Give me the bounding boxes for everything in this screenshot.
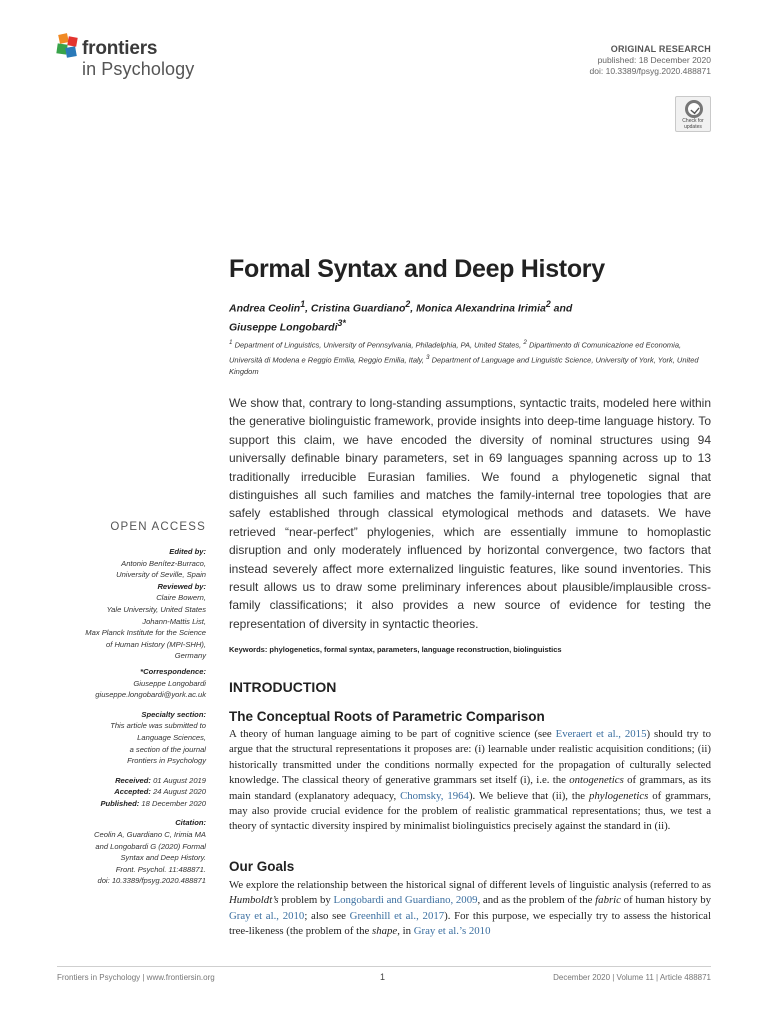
author-conjunction: and	[553, 302, 573, 315]
citation-link[interactable]: Gray et al., 2010	[229, 909, 305, 922]
citation-link[interactable]: Gray et al.’s 2010	[413, 925, 491, 938]
open-access-label: OPEN ACCESS	[110, 521, 206, 533]
author-name[interactable]: Monica Alexandrina Irimia	[416, 302, 546, 315]
abstract: We show that, contrary to long-standing assumptions, syntactic traits, modeled here within the generative biolinguistic framework, provide insights into deep-time language history. To support this claim, we have encoded the diversity of nominal structures using 94 universally definable binary parameters, set in 69 languages spanning across up to 13 traditionally irreducible Eurasian families. We found a phylogenetic signal that distinguishes all such families and matches the family-internal tree topologies that are safely established through classical etymological methods and datasets. We have retrieved “near-perfect” phylogenies, which are essentially immune to homoplastic disruption and only moderately influenced by horizontal convergence, two factors that instead severely affect more externalized linguistic features, like sound inventories. This result allows us to draw some preliminary inferences about plausible/implausible cross-family classifications; it also provides a new source of evidence for testing the representation of diversity in syntactic theories.	[229, 396, 711, 631]
edited-by-label: Edited by:	[169, 547, 206, 556]
check-for-updates-button[interactable]	[675, 96, 711, 132]
check-updates-label: Check for updates	[682, 118, 704, 130]
author-sup: 1	[300, 299, 306, 309]
citation-line: and Longobardi G (2020) Formal	[95, 841, 206, 851]
correspondence-name: Giuseppe Longobardi	[133, 678, 206, 688]
citation-link[interactable]: Greenhill et al., 2017	[349, 909, 445, 922]
article-type: ORIGINAL RESEARCH	[610, 44, 711, 54]
received-date: Received: 01 August 2019	[115, 775, 206, 785]
citation-label: Citation:	[175, 818, 206, 828]
affiliation: Department of Linguistics, University of Pennsylvania, Philadelphia, PA, United States,	[234, 340, 522, 350]
body-paragraph: We explore the relationship between the historical signal of different levels of linguistic analysis (referred to as Humboldt’s problem by Longobardi and Guardiano, 2009, and as the problem of the fabric of human history by Gray et al., 2010; also see Greenhill et al., 2017). For this purpose, we especially try to assess the historical tree-likeness (the problem of the shape, in Gray et al.’s 2010	[229, 879, 711, 938]
article-title: Formal Syntax and Deep History	[229, 255, 605, 283]
author-sup: 2	[545, 299, 551, 309]
body-paragraph: A theory of human language aiming to be part of cognitive science (see Everaert et al., 2015) should try to argue that the structural representations it proposes are: (i) learnable under realistic acquisition conditions; (ii) historically transmitted under the conditions normally expected for the propagation of culturally selected knowledge. The classical theory of generative grammars set itself (i), i.e. the ontogenetics of grammars, as its main standard (explanatory adequacy, Chomsky, 1964). We believe that (ii), the phylogenetics of grammars, may also provide crucial evidence for the problem of realistic grammatical representations; thus, we test a theory of syntactic diversity inspired by minimalist biolinguistics precisely against the standard in (ii).	[229, 728, 712, 833]
specialty-line: Language Sciences,	[137, 732, 206, 742]
subsection-heading: The Conceptual Roots of Parametric Comparison	[229, 709, 545, 724]
affil-sup: 2	[523, 339, 527, 346]
editor-affiliation: University of Seville, Spain	[116, 570, 206, 580]
author-sup: 2	[405, 299, 411, 309]
check-updates-icon	[685, 100, 703, 118]
footer-journal: Frontiers in Psychology | www.frontiersin.org	[57, 973, 215, 982]
correspondence-email[interactable]: giuseppe.longobardi@york.ac.uk	[95, 690, 206, 700]
reviewer-name: Claire Bowern,	[156, 593, 206, 603]
specialty-line: This article was submitted to	[110, 721, 206, 731]
reviewer-affiliation: Yale University, United States	[106, 604, 206, 614]
article-info-sidebar	[46, 546, 206, 887]
reviewed-by-label: Reviewed by:	[157, 581, 206, 591]
affiliation: Dipartimento di Comunicazione ed Economia, Università di Modena e Reggio Emilia, Reggio Emilia, Italy,	[229, 340, 682, 364]
accepted-date: Accepted: 24 August 2020	[114, 787, 206, 797]
author-list: Andrea Ceolin$^1$, Cristina Guardiano$^2$, Monica Alexandrina Irimia$^2$ and Giuseppe Longobardi$^{3*}$	[229, 299, 573, 333]
author-sup: 3*	[337, 317, 346, 328]
citation-line: Syntax and Deep History.	[120, 853, 206, 863]
reviewer-affiliation: of Human History (MPI-SHH),	[106, 639, 206, 649]
subsection-heading: Our Goals	[229, 859, 295, 874]
affiliations	[229, 337, 714, 378]
section-heading-introduction: INTRODUCTION	[229, 679, 337, 695]
affil-sup: 3	[426, 353, 430, 361]
footer-divider	[57, 966, 711, 967]
journal-logo	[57, 34, 207, 84]
citation-line: Ceolin A, Guardiano C, Irimia MA	[94, 830, 206, 840]
author-name[interactable]: Andrea Ceolin	[229, 302, 301, 315]
specialty-section-label: Specialty section:	[141, 709, 206, 719]
frontiers-logo-icon	[57, 34, 81, 60]
reviewer-affiliation: Max Planck Institute for the Science	[85, 628, 206, 638]
specialty-line: a section of the journal	[129, 744, 206, 754]
affil-sup: 1	[229, 339, 233, 346]
specialty-line: Frontiers in Psychology	[127, 756, 206, 766]
logo-word-journal: in Psychology	[82, 59, 195, 79]
citation-doi[interactable]: doi: 10.3389/fpsyg.2020.488871	[97, 876, 206, 886]
doi-link[interactable]: doi: 10.3389/fpsyg.2020.488871	[589, 66, 711, 76]
footer-issue: December 2020 | Volume 11 | Article 488871	[553, 973, 711, 982]
reviewer-affiliation: Germany	[174, 651, 206, 661]
page-number: 1	[380, 972, 386, 982]
logo-word-frontiers: frontiers	[82, 38, 158, 59]
editor-name: Antonio Benítez-Burraco,	[121, 558, 206, 568]
keywords: Keywords: phylogenetics, formal syntax, parameters, language reconstruction, biolinguistics	[229, 645, 562, 654]
citation-line: Front. Psychol. 11:488871.	[115, 864, 206, 874]
article-meta	[590, 44, 711, 77]
author-name[interactable]: Giuseppe Longobardi	[229, 321, 338, 333]
published-date: published: 18 December 2020	[597, 55, 711, 65]
published-date-sidebar: Published: 18 December 2020	[100, 798, 206, 808]
correspondence-label: *Correspondence:	[140, 666, 206, 676]
citation-link[interactable]: Longobardi and Guardiano, 2009	[333, 894, 478, 907]
reviewer-name: Johann-Mattis List,	[142, 616, 206, 626]
affiliation: Department of Language and Linguistic Science, University of York, York, United Kingdom	[229, 355, 699, 376]
citation-link[interactable]: Chomsky, 1964	[400, 789, 469, 802]
citation-link[interactable]: Everaert et al., 2015	[555, 728, 647, 740]
author-name[interactable]: Cristina Guardiano	[310, 302, 406, 315]
